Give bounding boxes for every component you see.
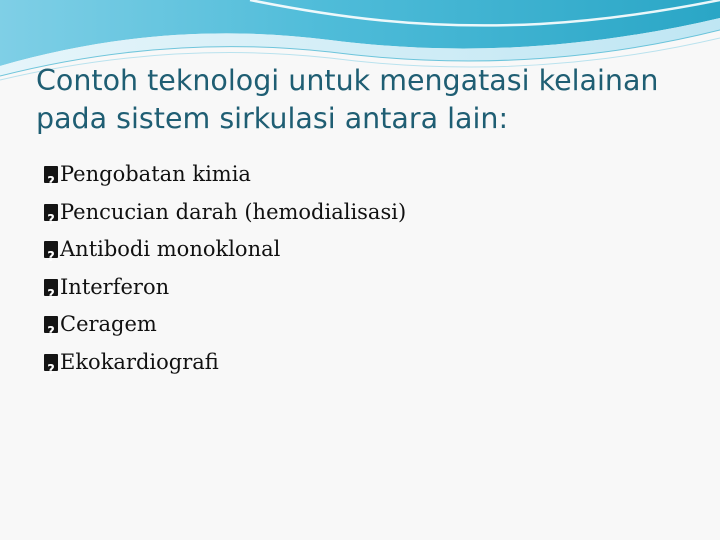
list-item [44,194,406,232]
missing-glyph-icon [44,241,58,258]
missing-glyph-icon [44,354,58,371]
list-item-label: Antibodi monoklonal [60,237,281,262]
list-item-label: Pencucian darah (hemodialisasi) [60,199,407,224]
list-item [44,156,406,194]
slide-title-line-2: pada sistem sirkulasi antara lain: [36,102,509,135]
list-item [44,306,406,344]
bullet-list [44,156,406,382]
list-item [44,269,406,307]
slide-title [36,62,696,138]
missing-glyph-icon [44,204,58,221]
list-item-label: Pengobatan kimia [60,162,251,186]
list-item-label: Interferon [60,274,170,299]
missing-glyph-icon [44,166,58,183]
list-item-label: Ekokardiografi [60,349,219,374]
list-item [44,344,406,382]
missing-glyph-icon [44,279,58,296]
slide-title-line-1: Contoh teknologi untuk mengatasi kelainan [36,64,659,97]
list-item-label: Ceragem [60,312,157,337]
missing-glyph-icon [44,316,58,333]
list-item [44,231,406,269]
